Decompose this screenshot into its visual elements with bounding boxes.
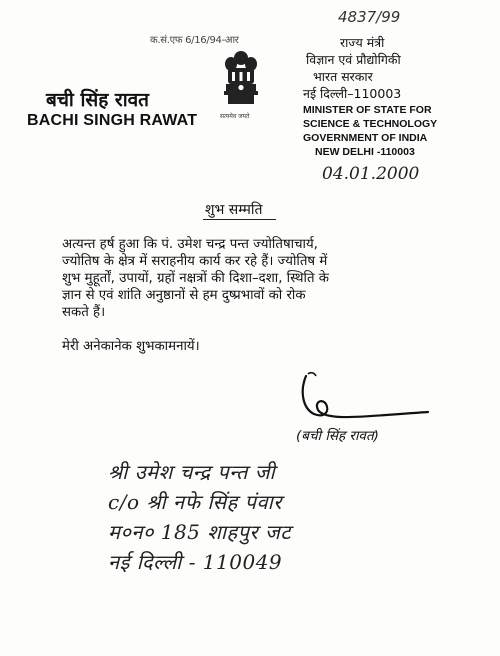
sender-name-hindi: बची सिंह रावत	[46, 89, 150, 111]
designation-english-line: SCIENCE & TECHNOLOGY	[303, 118, 438, 130]
emblem-caption: सत्यमेव जयते	[220, 113, 250, 120]
designation-hindi-line: राज्य मंत्री	[340, 35, 385, 50]
designation-hindi-line: विज्ञान एवं प्रौद्योगिकी	[306, 52, 401, 67]
file-reference-stamp: क.सं.एफ 6/16/94-आर	[150, 35, 239, 46]
body-line: शुभ मुहूर्तों, उपायों, ग्रहों नक्षत्रों की दिशा–दशा, स्थिति के	[62, 271, 329, 286]
designation-hindi-line: नई दिल्ली–110003	[303, 86, 402, 101]
letter-title: शुभ सम्मति	[205, 202, 263, 218]
address-line: c/o श्री नफे सिंह पंवार	[108, 490, 282, 514]
handwritten-signature	[296, 368, 436, 428]
reference-number: 4837/99	[338, 8, 401, 26]
ashoka-emblem-icon	[218, 48, 264, 116]
sender-name-english: BACHI SINGH RAWAT	[27, 112, 198, 129]
designation-english-line: GOVERNMENT OF INDIA	[303, 132, 428, 144]
letter-body	[62, 236, 462, 321]
body-line: ज्ञान से एवं शांति अनुष्ठानों से हम दुष्प्रभावों को रोक	[62, 288, 306, 303]
designation-hindi-line: भारत सरकार	[313, 69, 373, 84]
designation-english-line: MINISTER OF STATE FOR	[303, 104, 432, 116]
address-line: म०न० 185 शाहपुर जट	[108, 520, 291, 544]
body-line: सकते हैं।	[62, 305, 106, 320]
body-line: अत्यन्त हर्ष हुआ कि पं. उमेश चन्द्र पन्त ज्योतिषाचार्य,	[62, 237, 318, 252]
address-line: नई दिल्ली - 110049	[108, 550, 283, 574]
body-line: ज्योतिष के क्षेत्र में सराहनीय कार्य कर रहे हैं। ज्योतिष में	[62, 254, 328, 269]
title-underline	[203, 219, 276, 220]
handwritten-date: 04.01.2000	[322, 164, 420, 184]
address-line: श्री उमेश चन्द्र पन्त जी	[108, 460, 276, 484]
signature-name: (बची सिंह रावत)	[296, 428, 379, 444]
designation-english-line: NEW DELHI -110003	[315, 146, 415, 158]
closing-wishes: मेरी अनेकानेक शुभकामनायें।	[62, 339, 200, 354]
